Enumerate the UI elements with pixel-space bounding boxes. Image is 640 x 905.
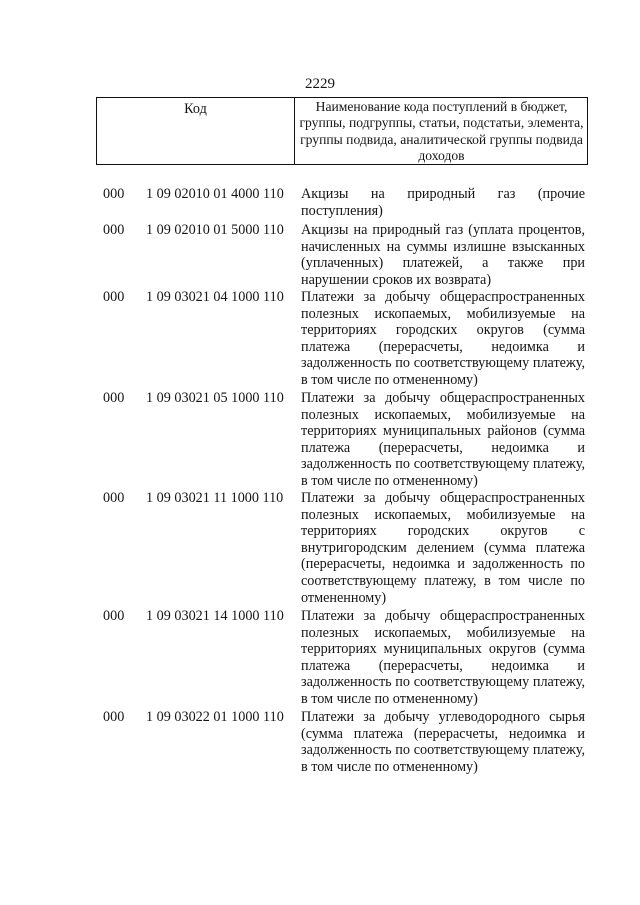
admin-code: 000 xyxy=(103,608,125,624)
header-code-label: Код xyxy=(184,101,207,117)
revenue-code: 1 09 03022 01 1000 110 xyxy=(146,709,284,725)
revenue-code: 1 09 03021 11 1000 110 xyxy=(146,490,284,506)
admin-code: 000 xyxy=(103,490,125,506)
admin-code: 000 xyxy=(103,709,125,725)
revenue-description: Платежи за добычу углеводородного сырья (сумма платежа (перерасчеты, недоимка и задолженность по соответствующему платежу, в том числе по отмененному) xyxy=(301,709,585,775)
revenue-description: Акцизы на природный газ (прочие поступления) xyxy=(301,186,585,219)
revenue-code: 1 09 03021 05 1000 110 xyxy=(146,390,284,406)
revenue-description: Платежи за добычу общераспространенных полезных ископаемых, мобилизуемые на территориях муниципальных районов (сумма платежа (перерасчеты, недоимка и задолженность по соответствующему платежу, в том числе по отмененному) xyxy=(301,390,585,489)
header-divider xyxy=(294,98,295,164)
table-header xyxy=(96,97,588,165)
revenue-description: Акцизы на природный газ (уплата процентов, начисленных на суммы излишне взысканных (уплаченных) платежей, а также при нарушении сроков их возврата) xyxy=(301,222,585,288)
revenue-code: 1 09 02010 01 4000 110 xyxy=(146,186,284,202)
revenue-code: 1 09 03021 04 1000 110 xyxy=(146,289,284,305)
admin-code: 000 xyxy=(103,222,125,238)
admin-code: 000 xyxy=(103,289,125,305)
admin-code: 000 xyxy=(103,390,125,406)
header-name-label: Наименование кода поступлений в бюджет, группы, подгруппы, статьи, подстатьи, элемента, группы подвида, аналитической группы подвида доходов xyxy=(299,99,584,163)
page-number: 2229 xyxy=(305,76,335,92)
revenue-description: Платежи за добычу общераспространенных полезных ископаемых, мобилизуемые на территориях городских округов (сумма платежа (перерасчеты, недоимка и задолженность по соответствующему платежу, в том числе по отмененному) xyxy=(301,289,585,388)
admin-code: 000 xyxy=(103,186,125,202)
revenue-description: Платежи за добычу общераспространенных полезных ископаемых, мобилизуемые на территориях городских округов с внутригородским делением (сумма платежа (перерасчеты, недоимка и задолженность по соответствующему платежу, в том числе по отмененному) xyxy=(301,490,585,606)
revenue-code: 1 09 02010 01 5000 110 xyxy=(146,222,284,238)
revenue-description: Платежи за добычу общераспространенных полезных ископаемых, мобилизуемые на территориях муниципальных округов (сумма платежа (перерасчеты, недоимка и задолженность по соответствующему платежу, в том числе по отмененному) xyxy=(301,608,585,707)
revenue-code: 1 09 03021 14 1000 110 xyxy=(146,608,284,624)
